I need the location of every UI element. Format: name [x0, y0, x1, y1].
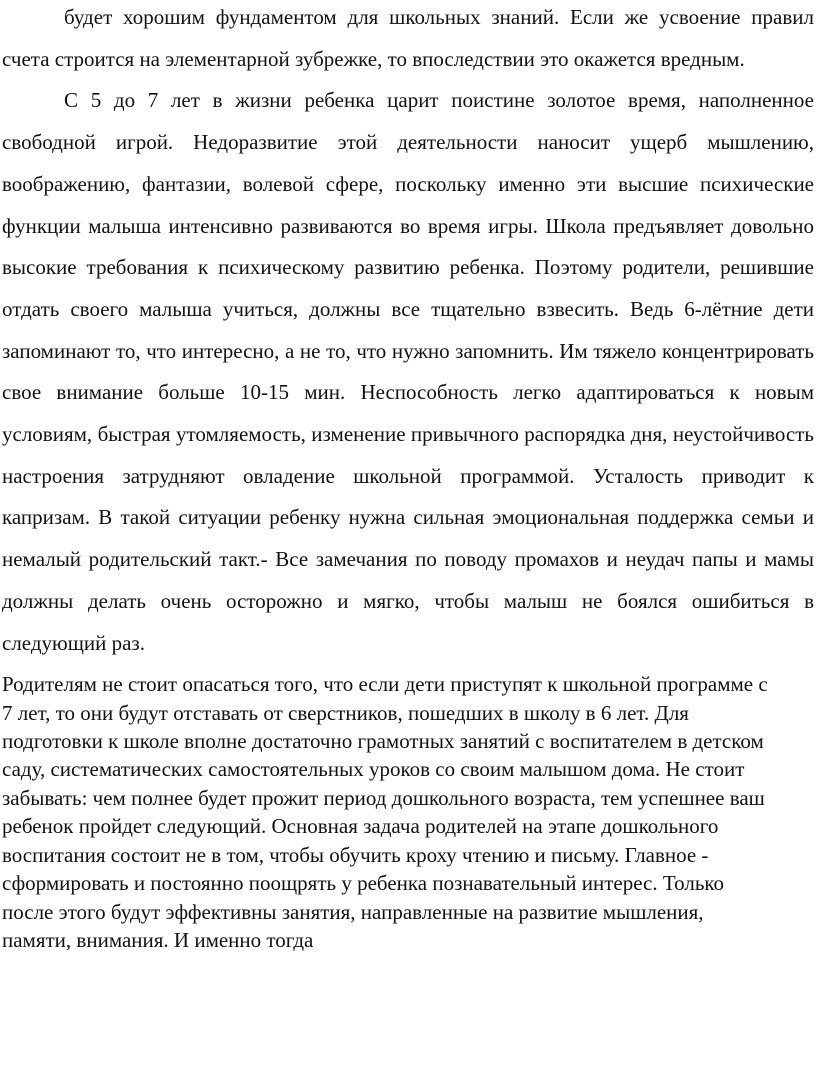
paragraph-golden-age: С 5 до 7 лет в жизни ребенка царит поистине золотое время, наполненное свободной игрой. Недоразвитие этой деятельности наносит ущерб мышлению, воображению, фантазии, волевой сфере, поскольку именно эти высшие психические функции малыша интенсивно развиваются во время игры. Школа предъявляет довольно высокие требования к психическому развитию ребенка. Поэтому родители, решившие отдать своего малыша учиться, должны все тщательно взвесить. Ведь 6-лётние дети запоминают то, что интересно, а не то, что нужно запомнить. Им тяжело концентрировать свое внимание больше 10-15 мин. Неспособность легко адаптироваться к новым условиям, быстрая утомляемость, изменение привычного распорядка дня, неустойчивость настроения затрудняют овладение школьной программой. Усталость приводит к капризам. В такой ситуации ребенку нужна сильная эмоциональная поддержка семьи и немалый родительский такт.- Все замечания по поводу промахов и неудач папы и мамы должны делать очень осторожно и мягко, чтобы малыш не боялся ошибиться в следующий раз.: [2, 88, 814, 655]
paragraph-continuation: будет хорошим фундаментом для школьных знаний. Если же усвоение правил счета строится на элементарной зубрежке, то впоследствии это окажется вредным.: [2, 5, 814, 71]
paragraph-parents-advice: Родителям не стоит опасаться того, что если дети приступят к школьной программе с 7 лет, то они будут отставать от сверстников, пошедших в школу в 6 лет. Для подготовки к школе вполне достаточно грамотных занятий с воспитателем в детском саду, систематических самостоятельных уроков со своим малышом дома. Не стоит забывать: чем полнее будет прожит период дошкольного возраста, тем успешнее ваш ребенок пройдет следующий. Основная задача родителей на этапе дошкольного воспитания состоит не в том, чтобы обучить кроху чтению и письму. Главное - сформировать и постоянно поощрять у ребенка познавательный интерес. Только после этого будут эффективны занятия, направленные на развитие мышления, памяти, внимания. И именно тогда: [2, 672, 768, 952]
